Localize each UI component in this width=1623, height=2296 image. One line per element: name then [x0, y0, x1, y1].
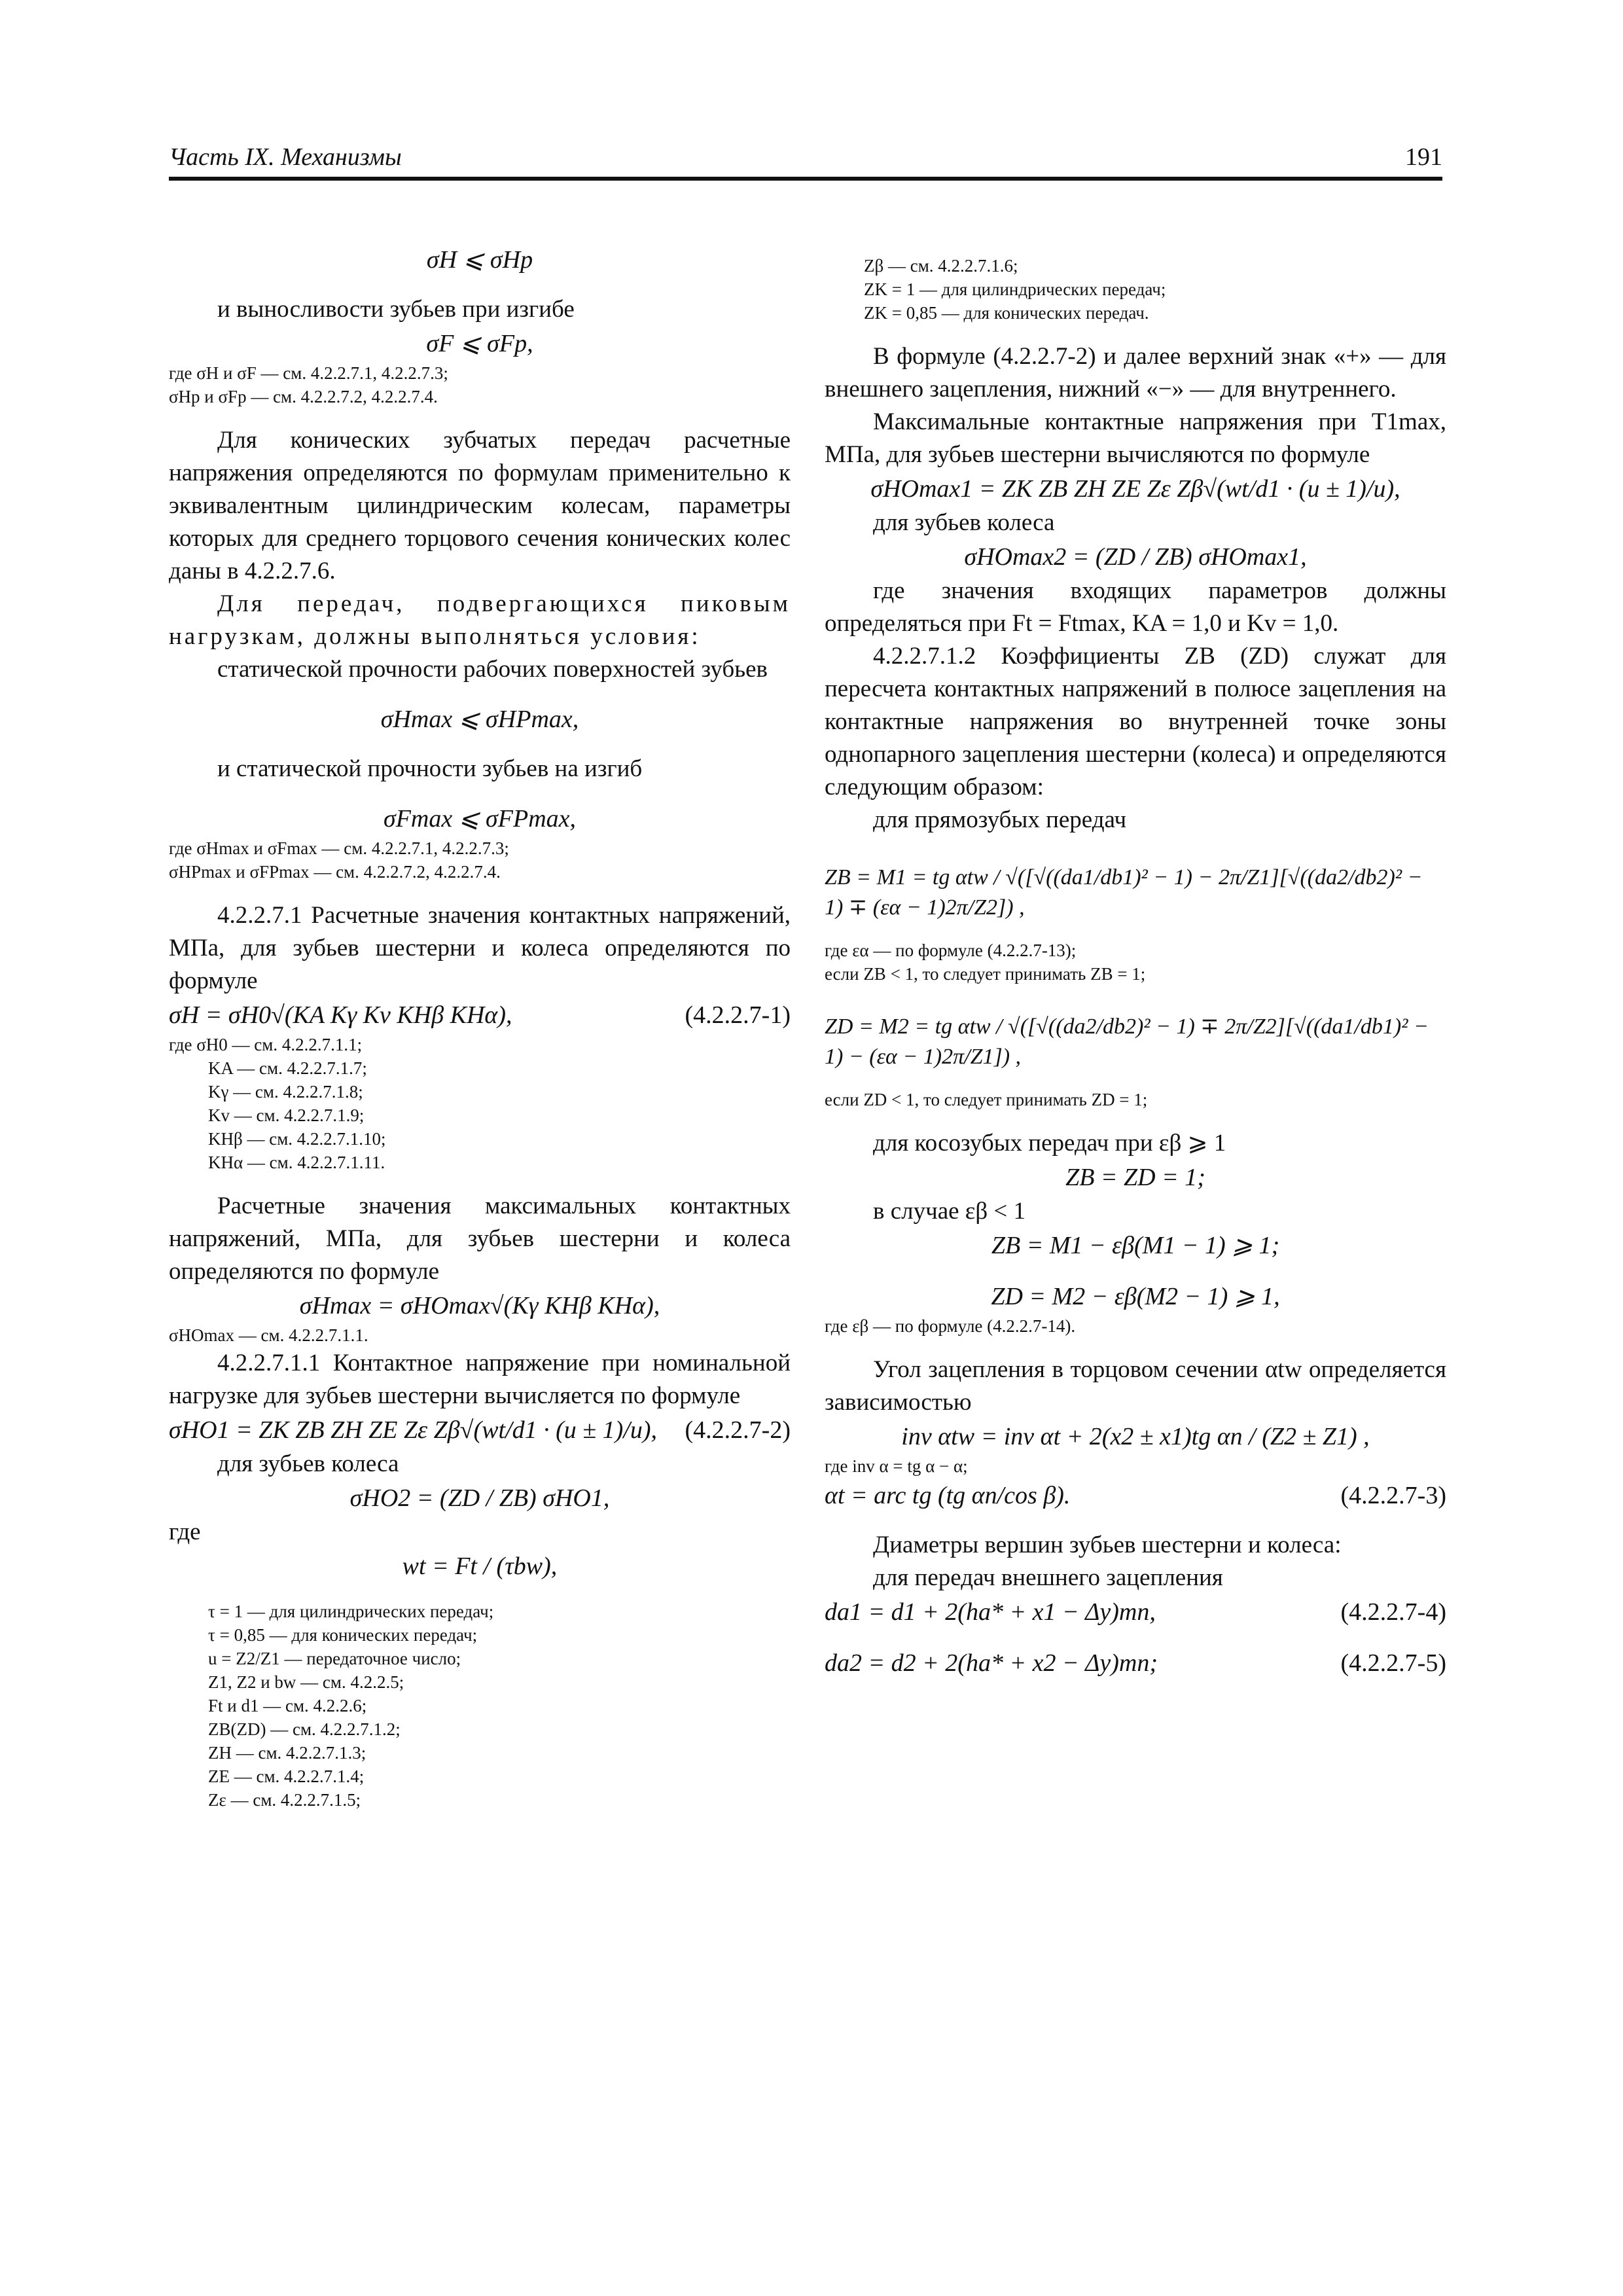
formula-numbered — [825, 1645, 1446, 1681]
formula: ZB = M1 = tg αtw / √([√((da1/db1)² − 1) − 2π/Z1][√((da2/db2)² − 1) ∓ (εα − 1)2π/Z2]) , — [825, 865, 1423, 920]
paragraph: для передач внешнего зацепления — [873, 1564, 1223, 1591]
paragraph: статической прочности рабочих поверхностей зубьев — [217, 656, 768, 683]
formula-text: σH = σH0√(KA Kγ Kv KHβ KHα), — [169, 1001, 512, 1029]
paragraph: Диаметры вершин зубьев шестерни и колеса: — [873, 1532, 1342, 1558]
note: KA — см. 4.2.2.7.1.7; — [208, 1058, 367, 1078]
note: ZE — см. 4.2.2.7.1.4; — [208, 1767, 365, 1786]
note: где εα — по формуле (4.2.2.7-13); — [825, 941, 1077, 960]
paragraph: и статической прочности зубьев на изгиб — [217, 755, 643, 782]
paragraph: где значения входящих параметров должны определяться при Ft = Ftmax, KA = 1,0 и Kv = 1,0. — [825, 577, 1446, 637]
formula-number: (4.2.2.7-1) — [685, 1001, 791, 1029]
note: Zβ — см. 4.2.2.7.1.6; — [864, 256, 1018, 276]
note: KHα — см. 4.2.2.7.1.11. — [208, 1153, 385, 1172]
note: ZB(ZD) — см. 4.2.2.7.1.2; — [208, 1719, 401, 1739]
formula-numbered — [169, 1412, 791, 1448]
note: u = Z2/Z1 — передаточное число; — [208, 1649, 461, 1668]
paragraph: в случае εβ < 1 — [873, 1198, 1026, 1225]
left-column — [169, 242, 791, 1812]
paragraph: и выносливости зубьев при изгибе — [217, 296, 575, 323]
header-rule — [169, 177, 1442, 181]
right-column — [825, 254, 1446, 1681]
note: где σHmax и σFmax — см. 4.2.2.7.1, 4.2.2.7.3; — [169, 838, 509, 858]
paragraph: для зубьев колеса — [217, 1450, 399, 1477]
note: если ZD < 1, то следует принимать ZD = 1; — [825, 1090, 1148, 1109]
note: ZK = 1 — для цилиндрических передач; — [864, 279, 1166, 299]
paragraph: где — [169, 1518, 201, 1545]
page-number: 191 — [1405, 143, 1442, 171]
formula: σHmax ⩽ σHPmax, — [380, 706, 579, 733]
note: где σH0 — см. 4.2.2.7.1.1; — [169, 1035, 363, 1054]
paragraph: Максимальные контактные напряжения при T1max, МПа, для зубьев шестерни вычисляются по формуле — [825, 408, 1446, 468]
note: Zε — см. 4.2.2.7.1.5; — [208, 1790, 361, 1810]
formula: σH ⩽ σHp — [426, 246, 533, 274]
page-header — [169, 143, 1442, 177]
formula: σFmax ⩽ σFPmax, — [383, 805, 577, 833]
paragraph: Для передач, подвергающихся пиковым нагрузкам, должны выполняться условия: — [169, 590, 791, 650]
formula: ZB = M1 − εβ(M1 − 1) ⩾ 1; — [991, 1232, 1280, 1259]
formula: ZD = M2 = tg αtw / √([√((da2/db2)² − 1) ∓ 2π/Z2][√((da1/db1)² − 1) − (εα − 1)2π/Z1]) , — [825, 1014, 1429, 1069]
note: σHPmax и σFPmax — см. 4.2.2.7.2, 4.2.2.7.4. — [169, 862, 501, 882]
formula: ZD = M2 − εβ(M2 − 1) ⩾ 1, — [991, 1283, 1280, 1310]
formula-numbered — [169, 997, 791, 1033]
formula-text: da1 = d1 + 2(ha* + x1 − Δy)mn, — [825, 1598, 1156, 1626]
note: τ = 0,85 — для конических передач; — [208, 1625, 478, 1645]
formula: σHOmax2 = (ZD / ZB) σHOmax1, — [964, 543, 1307, 571]
formula: ZB = ZD = 1; — [1065, 1164, 1205, 1191]
paragraph: Угол зацепления в торцовом сечении αtw определяется зависимостью — [825, 1356, 1446, 1416]
paragraph: для зубьев колеса — [873, 509, 1055, 536]
formula: σHOmax1 = ZK ZB ZH ZE Zε Zβ√(wt/d1 · (u ± 1)/u), — [870, 475, 1400, 503]
note: Kv — см. 4.2.2.7.1.9; — [208, 1105, 365, 1125]
note: если ZB < 1, то следует принимать ZB = 1; — [825, 964, 1146, 984]
note: ZH — см. 4.2.2.7.1.3; — [208, 1743, 366, 1763]
paragraph: Для конических зубчатых передач расчетные напряжения определяются по формулам применительно к эквивалентным цилиндрическим колесам, параметры которых для среднего торцового сечения конических колес даны в 4.2.2.7.6. — [169, 427, 791, 584]
formula-number: (4.2.2.7-4) — [1340, 1598, 1446, 1626]
formula: σHO2 = (ZD / ZB) σHO1, — [349, 1484, 610, 1512]
paragraph: для косозубых передач при εβ ⩾ 1 — [873, 1130, 1226, 1157]
paragraph: В формуле (4.2.2.7-2) и далее верхний знак «+» — для внешнего зацепления, нижний «−» — для внутреннего. — [825, 343, 1446, 403]
note: где inv α = tg α − α; — [825, 1456, 968, 1476]
paragraph: Расчетные значения максимальных контактных напряжений, МПа, для зубьев шестерни и колеса определяются по формуле — [169, 1193, 791, 1285]
section-paragraph: 4.2.2.7.1 Расчетные значения контактных напряжений, МПа, для зубьев шестерни и колеса определяются по формуле — [169, 902, 791, 994]
note: где εβ — по формуле (4.2.2.7-14). — [825, 1316, 1076, 1336]
formula-number: (4.2.2.7-3) — [1340, 1482, 1446, 1509]
section-paragraph: 4.2.2.7.1.2 Коэффициенты ZB (ZD) служат для пересчета контактных напряжений в полюсе зацепления на контактные напряжения во внутренней точке зоны однопарного зацепления шестерни (колеса) и определяются следующим образом: — [825, 643, 1446, 800]
paragraph: для прямозубых передач — [873, 806, 1127, 833]
section-paragraph: 4.2.2.7.1.1 Контактное напряжение при номинальной нагрузке для зубьев шестерни вычисляется по формуле — [169, 1350, 791, 1409]
formula-text: da2 = d2 + 2(ha* + x2 − Δy)mn; — [825, 1649, 1158, 1677]
formula-numbered — [825, 1478, 1446, 1513]
formula: σF ⩽ σFp, — [426, 330, 533, 357]
formula: wt = Ft / (τbw), — [402, 1552, 558, 1580]
note: KHβ — см. 4.2.2.7.1.10; — [208, 1129, 386, 1149]
note: σHp и σFp — см. 4.2.2.7.2, 4.2.2.7.4. — [169, 387, 438, 406]
note: ZK = 0,85 — для конических передач. — [864, 303, 1149, 323]
formula: σHmax = σHOmax√(Kγ KHβ KHα), — [299, 1292, 660, 1319]
formula-numbered — [825, 1594, 1446, 1630]
formula-number: (4.2.2.7-2) — [685, 1416, 791, 1444]
formula-text: σHO1 = ZK ZB ZH ZE Zε Zβ√(wt/d1 · (u ± 1)/u), — [169, 1416, 658, 1444]
note: σHOmax — см. 4.2.2.7.1.1. — [169, 1325, 368, 1345]
formula: inv αtw = inv αt + 2(x2 ± x1)tg αn / (Z2 ± Z1) , — [901, 1423, 1370, 1450]
note: Ft и d1 — см. 4.2.2.6; — [208, 1696, 367, 1715]
note: τ = 1 — для цилиндрических передач; — [208, 1602, 494, 1621]
formula-number: (4.2.2.7-5) — [1340, 1649, 1446, 1677]
formula-text: αt = arc tg (tg αn/cos β). — [825, 1482, 1071, 1509]
note: Z1, Z2 и bw — см. 4.2.2.5; — [208, 1672, 404, 1692]
note: Kγ — см. 4.2.2.7.1.8; — [208, 1082, 363, 1102]
section-title: Часть IX. Механизмы — [169, 143, 402, 171]
note: где σH и σF — см. 4.2.2.7.1, 4.2.2.7.3; — [169, 363, 448, 383]
